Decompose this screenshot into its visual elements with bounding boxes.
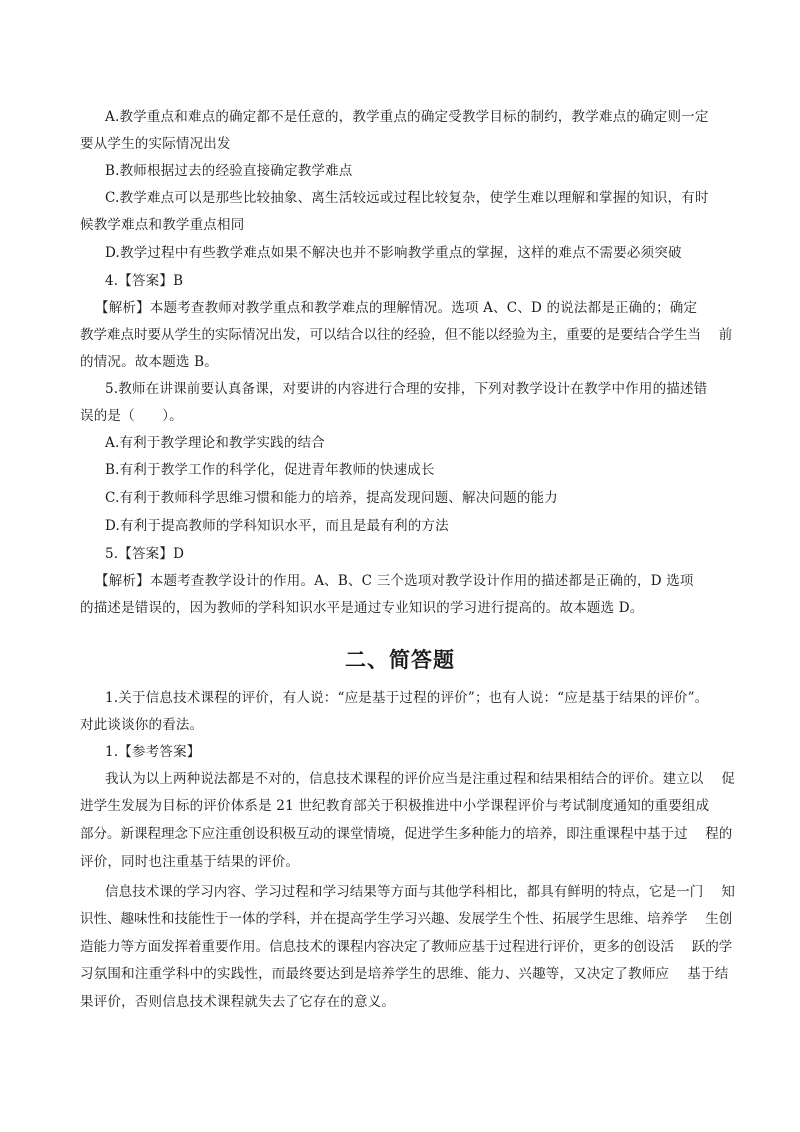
- q4-option-b: B.教师根据过去的经验直接确定教学难点: [105, 163, 353, 179]
- section-title: 二、简答题: [345, 648, 455, 672]
- short-question-line2: 对此谈谈你的看法。: [80, 717, 204, 733]
- q5-option-a: A.有利于教学理论和教学实践的结合: [105, 435, 325, 451]
- answer-p2-line5: 果评价，否则信息技术课程就失去了它存在的意义。: [80, 994, 396, 1010]
- q5-stem-line2: 误的是（ ）。: [80, 408, 183, 424]
- q5-option-d: D.有利于提高教师的学科知识水平，而且是最有利的方法: [105, 518, 449, 534]
- answer-p1-line3: 部分。新课程理念下应注重创设积极互动的课堂情境，促进学生多种能力的培养，即注重课程中基于过 程的: [80, 826, 733, 842]
- q4-option-c-line1: C.教学难点可以是那些比较抽象、离生活较远或过程比较复杂，使学生难以理解和掌握的知识，有时: [105, 190, 709, 206]
- answer5-analysis-line1: 【解析】本题考查教学设计的作用。A、B、C 三个选项对教学设计作用的描述都是正确的，D 选项: [95, 573, 694, 589]
- answer-p2-line1: 信息技术课的学习内容、学习过程和学习结果等方面与其他学科相比，都具有鲜明的特点，它是一门 知: [105, 884, 735, 900]
- answer-p1-line2: 进学生发展为目标的评价体系是 21 世纪教育部关于积极推进中小学课程评价与考试制度通知的重要组成: [80, 798, 710, 814]
- short-question-line1: 1.关于信息技术课程的评价，有人说：“应是基于过程的评价”；也有人说：“应是基于结果的评价”。: [105, 690, 709, 706]
- q4-option-d: D.教学过程中有些教学难点如果不解决也并不影响教学重点的掌握，这样的难点不需要必须突破: [105, 245, 682, 261]
- answer-p1-line4: 评价，同时也注重基于结果的评价。: [80, 854, 300, 870]
- q4-option-a-line2: 要从学生的实际情况出发: [80, 136, 231, 152]
- q4-option-a-line1: A.教学重点和难点的确定都不是任意的，教学重点的确定受教学目标的制约，教学难点的确定则一定: [105, 109, 709, 125]
- q4-option-c-line2: 候教学难点和教学重点相同: [80, 217, 245, 233]
- answer4-analysis-line1: 【解析】本题考查教师对教学重点和教学难点的理解情况。选项 A、C、D 的说法都是正确的；确定: [95, 300, 698, 316]
- answer4-analysis-line3: 的情况。故本题选 B。: [80, 354, 218, 370]
- reference-answer-label: 1.【参考答案】: [105, 744, 201, 760]
- answer-p2-line4: 习氛围和注重学科中的实践性，而最终要达到是培养学生的思维、能力、兴趣等，又决定了教师应 基于结: [80, 966, 729, 982]
- answer-p2-line3: 造能力等方面发挥着重要作用。信息技术的课程内容决定了教师应基于过程进行评价，更多的创设活 跃的学: [80, 939, 733, 955]
- answer-p1-line1: 我认为以上两种说法都是不对的，信息技术课程的评价应当是注重过程和结果相结合的评价。建立以 促: [105, 771, 735, 787]
- q5-stem-line1: 5.教师在讲课前要认真备课，对要讲的内容进行合理的安排，下列对教学设计在教学中作用的描述错: [105, 381, 708, 397]
- answer5-label: 5.【答案】D: [105, 546, 185, 562]
- q5-option-c: C.有利于教师科学思维习惯和能力的培养，提高发现问题、解决问题的能力: [105, 490, 558, 506]
- answer-p2-line2: 识性、趣味性和技能性于一体的学科，并在提高学生学习兴趣、发展学生个性、拓展学生思维、培养学 生创: [80, 911, 733, 927]
- answer4-analysis-line2: 教学难点时要从学生的实际情况出发，可以结合以往的经验，但不能以经验为主，重要的是要结合学生当 前: [80, 327, 733, 343]
- answer5-analysis-line2: 的描述是错误的，因为教师的学科知识水平是通过专业知识的学习进行提高的。故本题选 D。: [80, 600, 644, 616]
- q5-option-b: B.有利于教学工作的科学化，促进青年教师的快速成长: [105, 462, 435, 478]
- answer4-label: 4.【答案】B: [105, 273, 184, 289]
